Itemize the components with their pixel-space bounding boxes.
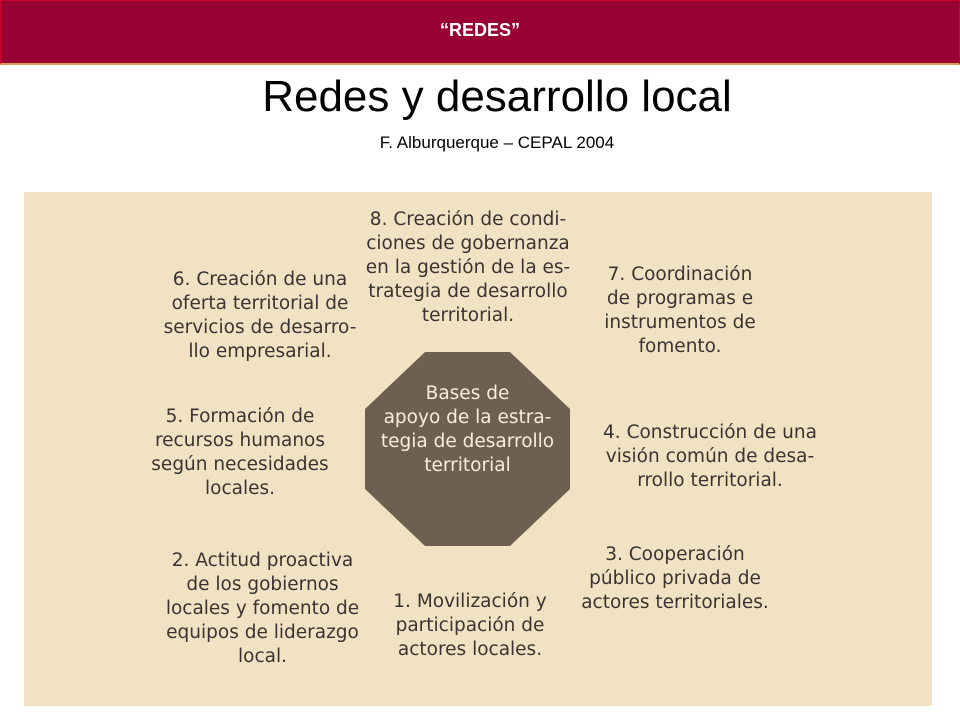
page-title: Redes y desarrollo local [262,72,732,121]
item-8-gobernanza: 8. Creación de condi- ciones de gobernanza en la gestión de la es- trategia de desarrollo territorial. [365,209,571,326]
item-4-vision-comun: 4. Construcción de una visión común de desa- rrollo territorial. [603,422,817,491]
item-3-cooperacion: 3. Cooperación público privada de actores territoriales. [581,544,769,613]
item-5-formacion: 5. Formación de recursos humanos según necesidades locales. [151,406,329,499]
center-label: Bases de apoyo de la estra- tegia de desarrollo territorial [380,383,555,476]
item-7-coordinacion: 7. Coordinación de programas e instrumentos de fomento. [604,264,756,357]
item-6-oferta-territorial: 6. Creación de una oferta territorial de servicios de desarro- llo empresarial. [163,269,357,362]
item-1-movilizacion: 1. Movilización y participación de actores locales. [393,591,547,660]
header-label: “REDES” [439,20,520,40]
item-2-actitud-proactiva: 2. Actitud proactiva de los gobiernos locales y fomento de equipos de liderazgo local. [165,550,360,667]
page-subtitle: F. Alburquerque – CEPAL 2004 [379,133,615,152]
